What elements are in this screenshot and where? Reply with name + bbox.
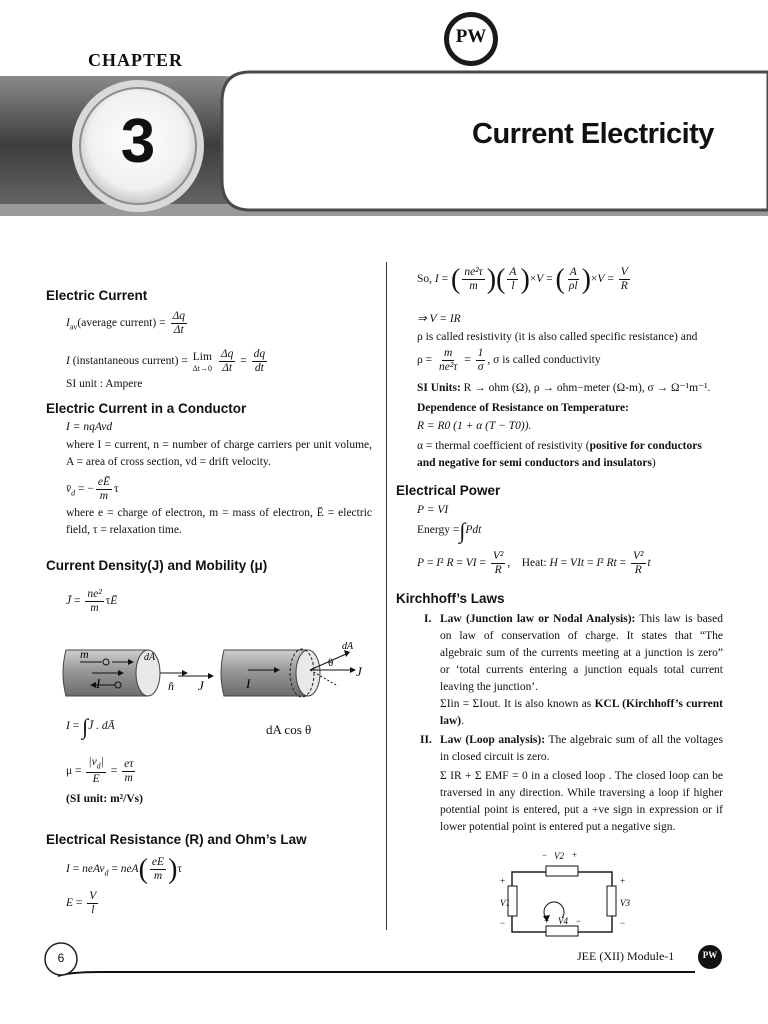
column-divider bbox=[386, 262, 387, 930]
heading-kirchhoff: Kirchhoff’s Laws bbox=[396, 591, 505, 606]
power-vi: P = VI bbox=[417, 504, 449, 516]
fig-label-n: n̂ bbox=[168, 679, 174, 693]
electron-where-text: where e = charge of electron, m = mass of electron, Ē = electric field, τ = relaxation time. bbox=[66, 507, 372, 536]
pw-logo-text: PW bbox=[455, 26, 487, 47]
current-density-formula: J̄ = $\frac{\text{ne²}}{m}$ τĒ bbox=[66, 588, 118, 614]
alpha-text-1: α = thermal coefficient of resistivity ( bbox=[417, 440, 590, 452]
v-ir: ⇒ V = IR bbox=[417, 313, 461, 325]
field-formula: E = $\frac{V}{l}$ bbox=[66, 890, 97, 916]
page-title: Current Electricity bbox=[472, 118, 714, 150]
avg-current-text: (average current) bbox=[77, 317, 157, 330]
chapter-label: CHAPTER bbox=[88, 50, 184, 70]
si-units-line bbox=[417, 380, 710, 397]
circuit-v3: V3 bbox=[620, 898, 630, 908]
footer-logo-text: PW bbox=[702, 950, 718, 960]
heading-current-density: Current Density(J) and Mobility (μ) bbox=[46, 558, 268, 573]
lim-word: Lim bbox=[192, 350, 212, 363]
pw-logo bbox=[444, 12, 498, 66]
power-heat-formula: P = I² R = VI = $\frac{\text{V²}}{R}$ , Heat: H = VIt = I² Rt = $\frac{\text{V²}}{R}$ t bbox=[417, 550, 651, 576]
footer-logo bbox=[698, 945, 722, 969]
si-units-text: R → ohm (Ω), ρ → ohm−meter (Ω-m), σ → Ω⁻¹m⁻¹. bbox=[463, 382, 711, 394]
avg-current-formula: $I_{av}(average$ current) = $\frac{\Delta q}{\Delta t}$ bbox=[66, 310, 185, 336]
temp-dependence-heading: Dependence of Resistance on Temperature: bbox=[417, 402, 629, 414]
conductivity-formula: ρ = $\frac{m}{\text{ne²τ}}$ = $\frac{1}{\sigma}$ , σ is called conductivity bbox=[417, 347, 601, 373]
svg-text:−: − bbox=[500, 918, 506, 928]
pdt-text: Pdt bbox=[465, 524, 482, 537]
so-text: So, bbox=[417, 273, 433, 286]
svg-text:−: − bbox=[620, 918, 626, 928]
law1-text bbox=[440, 611, 723, 696]
temp-dependence-formula: R = R0 (1 + α (T − T0)). bbox=[417, 420, 532, 432]
svg-text:+: + bbox=[620, 876, 626, 886]
fig-label-m: m bbox=[80, 647, 89, 661]
svg-text:−: − bbox=[542, 850, 548, 860]
lim-sub: Δt→0 bbox=[192, 363, 213, 373]
alpha-text-bold: positive for conductors and negative for semi conductors and insulators bbox=[417, 440, 702, 469]
fig-label-I-2: I bbox=[246, 676, 251, 691]
kcl-bold: KCL (Kirchhoff’s current law) bbox=[440, 698, 723, 727]
svg-text:+: + bbox=[544, 916, 550, 926]
heading-resistance: Electrical Resistance (R) and Ohm’s Law bbox=[46, 832, 307, 847]
circuit-v4: V4 bbox=[558, 916, 568, 926]
energy-formula: Energy =∫Pdt bbox=[417, 518, 482, 543]
resistance-formula: So, I = ( $\frac{\text{ne²τ}}{m}$ )( $\frac{A}{l}$ )×V = ( $\frac{A}{\rho l}$ )×V = $\frac{V}{R}$ bbox=[417, 264, 628, 295]
conductor-where-text: where I = current, n = number of charge carriers per unit volume, A = area of cross section, vd = drift velocity. bbox=[66, 439, 372, 468]
kcl-pre: ΣIin = ΣIout. It is also known as bbox=[440, 698, 595, 710]
drift-velocity-formula: $v̄_d$ = − $\frac{eĒ}{m}$ τ bbox=[66, 476, 119, 502]
current-integral-formula: I = ∫J̄ . dĀ bbox=[66, 714, 115, 739]
mobility-formula: μ = $\frac{|v_d|}{E}$ = $\frac{e\tau}{m}$ bbox=[66, 756, 134, 786]
fig-label-J-1: J bbox=[198, 678, 204, 693]
law2-text bbox=[440, 732, 723, 766]
alpha-text-end: ) bbox=[651, 457, 656, 469]
svg-text:−: − bbox=[576, 916, 582, 926]
law1-body: This law is based on law of conservation of charge. It states that “The algebraic sum of the currents meeting at a junction is zero” or ‘total currents entering a junction equals total current leaving the junction’. bbox=[440, 613, 724, 693]
inst-current-formula: I (instantaneous current) = Lim Δt→0 $\frac{\Delta q}{\Delta t}$ = $\frac{dq}{dt}$ bbox=[66, 348, 266, 374]
heading-power: Electrical Power bbox=[396, 483, 501, 498]
footer-module: JEE (XII) Module-1 bbox=[577, 949, 675, 963]
heat-text: Heat: bbox=[521, 557, 547, 570]
circuit-v2: V2 bbox=[554, 851, 564, 861]
law1-title: Law (Junction law or Nodal Analysis): bbox=[440, 613, 636, 625]
svg-text:+: + bbox=[500, 876, 506, 886]
fig-caption: dA cos θ bbox=[266, 722, 312, 737]
header-banner bbox=[0, 0, 768, 220]
heading-current-conductor: Electric Current in a Conductor bbox=[46, 401, 247, 416]
page-number: 6 bbox=[57, 951, 65, 965]
law2-body: The algebraic sum of all the voltages in closed circuit is zero. bbox=[440, 734, 723, 763]
conductor-formula: I = nqAvd bbox=[66, 421, 113, 433]
energy-text: Energy = bbox=[417, 524, 460, 537]
fig-label-theta: θ bbox=[328, 657, 334, 669]
chapter-number: 3 bbox=[120, 107, 156, 176]
inst-current-text: (instantaneous current) = bbox=[72, 355, 188, 368]
fig-label-I-1: I bbox=[96, 676, 101, 691]
fig-label-dA-1: dA bbox=[144, 652, 156, 663]
alpha-text bbox=[417, 438, 723, 472]
law2-title: Law (Loop analysis): bbox=[440, 734, 546, 746]
circuit-v1: V1 bbox=[500, 898, 510, 908]
law2-text2: Σ IR + Σ EMF = 0 in a closed loop . The closed loop can be traversed in any direction. While traversing a loop if higher potential point is entered, put a +ve sign in expression or if lower potential point is entered put a negative sign. bbox=[440, 770, 723, 833]
svg-text:+: + bbox=[572, 850, 578, 860]
si-units-label: SI Units: bbox=[417, 382, 461, 394]
law2-number: II. bbox=[420, 734, 432, 746]
conductivity-text: , σ is called conductivity bbox=[487, 354, 601, 367]
heading-electric-current: Electric Current bbox=[46, 288, 148, 303]
resistivity-text: ρ is called resistivity (it is also called specific resistance) and bbox=[417, 331, 698, 343]
kcl-text: ΣIin = ΣIout. It is also known as KCL (Kirchhoff’s current law). bbox=[440, 698, 723, 727]
fig-label-J-2: J bbox=[356, 664, 362, 679]
fig-label-dA-2: dA bbox=[342, 641, 354, 652]
law1-number: I. bbox=[424, 613, 432, 625]
ohm-law-formula: I = neAv$_d$ = neA( $\frac{eE}{m}$ )τ bbox=[66, 854, 183, 885]
conductor-figure bbox=[58, 640, 368, 720]
loop-circuit bbox=[500, 846, 636, 938]
mobility-si-unit: (SI unit: m²/Vs) bbox=[66, 793, 143, 805]
si-unit-ampere: SI unit : Ampere bbox=[66, 378, 143, 390]
